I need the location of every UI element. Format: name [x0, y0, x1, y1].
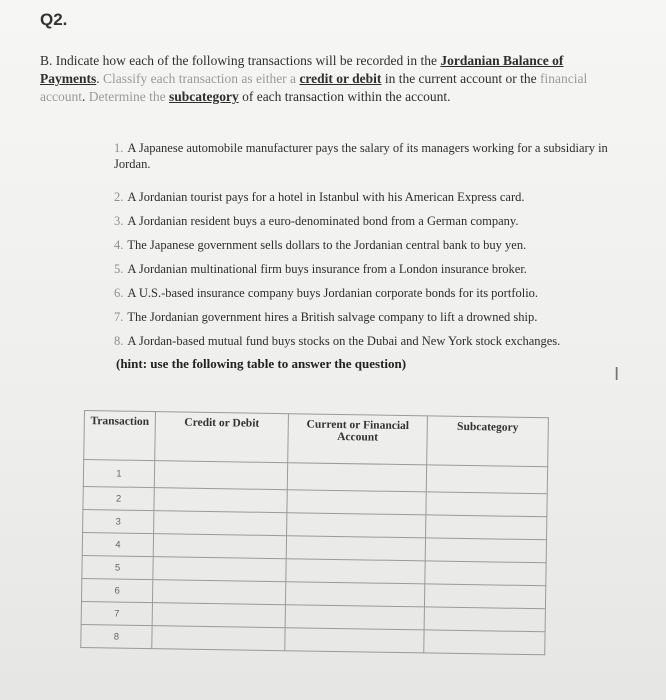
subcategory-cell[interactable]: [424, 630, 545, 655]
subcategory-cell[interactable]: [426, 465, 547, 494]
account-cell[interactable]: [287, 490, 426, 515]
question-instructions: B. Indicate how each of the following transactions will be recorded in the Jordanian Balance of Payments. Classify each transaction as either a credit or debit in the current account or the financial account. Determine the subcategory of each transaction within the account.: [40, 53, 588, 104]
intro-tail: of each transaction within the account.: [242, 89, 451, 104]
column-header-subcategory: Subcategory: [427, 416, 549, 467]
list-item: 1. A Japanese automobile manufacturer pays the salary of its managers working for a subsidiary in Jordan.: [114, 141, 608, 171]
list-item: 7. The Jordanian government hires a British salvage company to lift a drowned ship.: [114, 310, 538, 324]
intro-prefix: B. Indicate how each of the following transactions will be recorded in the: [40, 53, 437, 68]
account-cell[interactable]: [285, 605, 424, 630]
credit-debit-cell[interactable]: [152, 580, 285, 605]
account-cell[interactable]: [287, 463, 426, 492]
question-label: Q2.: [40, 10, 68, 29]
subcategory-cell[interactable]: [424, 607, 545, 632]
intro-determine: Determine the: [88, 89, 166, 104]
credit-debit-cell[interactable]: [152, 603, 285, 628]
intro-financial: financial account: [40, 71, 588, 104]
intro-credit-debit: credit or debit: [299, 71, 382, 86]
account-cell[interactable]: [285, 628, 424, 653]
row-number: 2: [83, 486, 154, 510]
row-number: 6: [81, 578, 152, 602]
hint-text: (hint: use the following table to answer the question): [116, 356, 407, 371]
credit-debit-cell[interactable]: [154, 488, 287, 513]
subcategory-cell[interactable]: [425, 538, 546, 563]
text-cursor-icon: I: [614, 364, 620, 385]
column-header-account: Current or Financial Account: [288, 414, 428, 465]
row-number: 4: [82, 532, 153, 556]
subcategory-cell[interactable]: [424, 584, 545, 609]
list-item: 6. A U.S.-based insurance company buys Jordanian corporate bonds for its portfolio.: [114, 286, 539, 300]
table-header-row: [84, 411, 549, 467]
list-item: 4. The Japanese government sells dollars to the Jordanian central bank to buy yen.: [114, 238, 527, 252]
credit-debit-cell[interactable]: [154, 461, 287, 490]
account-cell[interactable]: [287, 513, 426, 538]
intro-classify: Classify each transaction as either a: [103, 71, 297, 86]
row-number: 7: [81, 601, 152, 625]
account-cell[interactable]: [286, 536, 425, 561]
row-number: 5: [82, 555, 153, 579]
subcategory-cell[interactable]: [426, 492, 547, 517]
list-item: 2. A Jordanian tourist pays for a hotel in Istanbul with his American Express card.: [114, 190, 525, 204]
intro-bop: Jordanian Balance of Payments: [40, 53, 564, 86]
subcategory-cell[interactable]: [425, 561, 546, 586]
row-number: 8: [81, 624, 152, 648]
column-header-transaction: Transaction: [84, 411, 156, 461]
row-number: 1: [83, 460, 154, 488]
answer-table: [80, 410, 549, 655]
credit-debit-cell[interactable]: [152, 626, 285, 651]
subcategory-cell[interactable]: [426, 515, 547, 540]
column-header-credit-debit: Credit or Debit: [155, 412, 289, 463]
list-item: 3. A Jordanian resident buys a euro-denominated bond from a German company.: [114, 214, 519, 228]
list-item: 5. A Jordanian multinational firm buys insurance from a London insurance broker.: [114, 262, 527, 276]
intro-in-current: in the current account or the: [384, 71, 537, 86]
account-cell[interactable]: [285, 582, 424, 607]
row-number: 3: [83, 509, 154, 533]
list-item: 8. A Jordan-based mutual fund buys stocks on the Dubai and New York stock exchanges.: [114, 334, 561, 348]
credit-debit-cell[interactable]: [154, 511, 287, 536]
credit-debit-cell[interactable]: [153, 534, 286, 559]
account-cell[interactable]: [286, 559, 425, 584]
intro-subcategory: subcategory: [168, 89, 239, 104]
credit-debit-cell[interactable]: [153, 557, 286, 582]
